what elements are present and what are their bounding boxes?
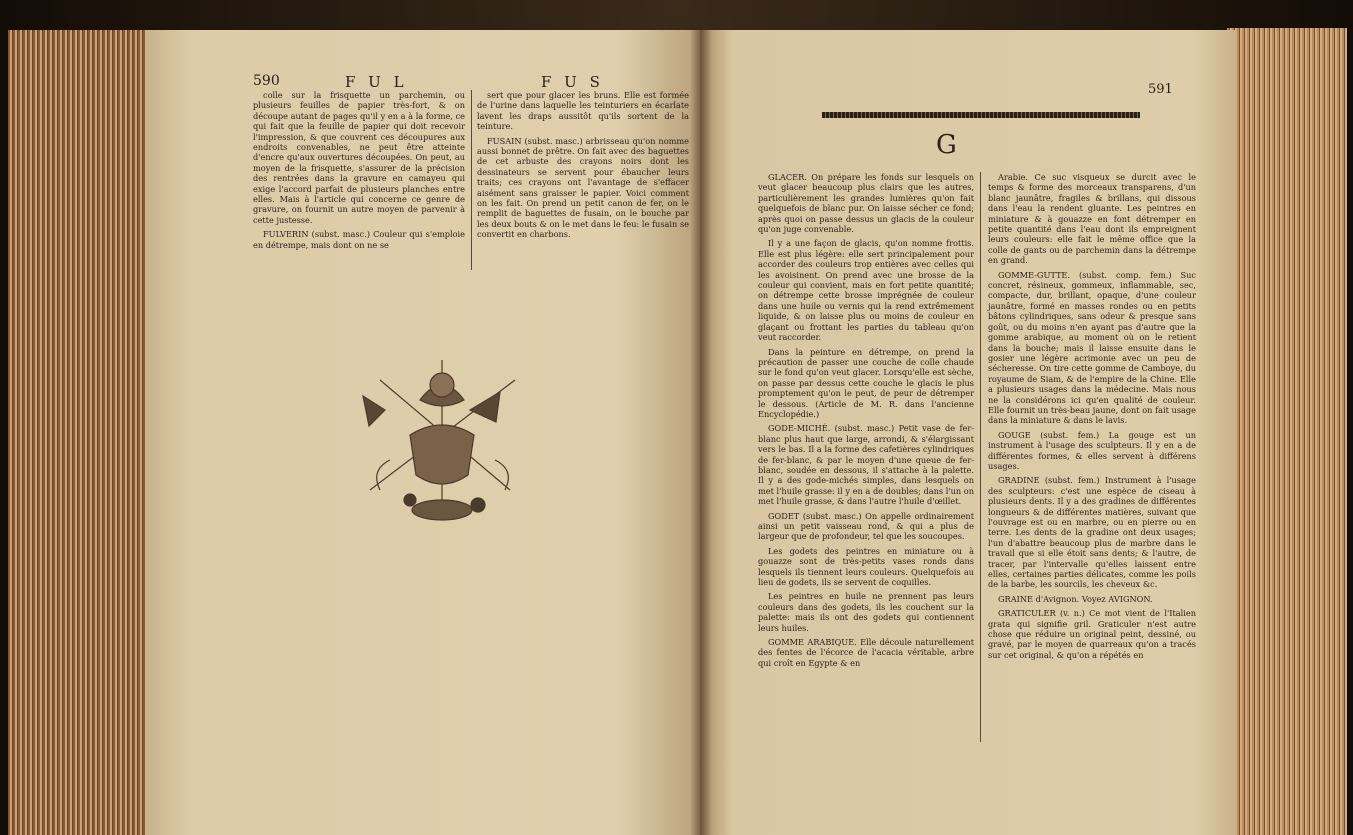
paragraph: GLACER. On prépare les fonds sur lesquels on veut glacer beaucoup plus clairs que les autres, particulièrement les grandes lumières qu'on fait quelquefois de blanc pur. On laisse sécher ce fond; après quoi on passe dessus un glacis de la couleur qu'on juge convenable.: [758, 172, 974, 235]
book-gutter: [690, 30, 712, 835]
paragraph: Arabie. Ce suc visqueux se durcit avec le temps & forme des morceaux transparens, d'un blanc jaunâtre, fragiles & brillans, qui dissous dans l'eau la rendent gluante. Les peintres en miniature & à gouazze en font détremper en petite quantité dans l'eau dont ils empreignent leurs couleurs: elle fait le même office que la colle de gants ou de parchemin dans la détrempe en grand.: [988, 172, 1196, 266]
right-page: [700, 30, 1235, 835]
page-number: 591: [1148, 82, 1173, 97]
page-edges-left: [8, 30, 158, 835]
paragraph: colle sur la frisquette un parchemin, ou plusieurs feuilles de papier très-fort, & on découpe autant de pages qu'il y en a à la forme, ce qui fait que la feuille de papier qui doit recevoir l'impression, & que couvrent ces découpures aux endroits convenables, ne peut être atteinte d'encre qu'aux ouvertures découpées. On peut, au moyen de la frisquette, s'assurer de la précision des rentrées dans la gravure en camayeu qui exige l'accord parfait de plusieurs planches entre elles. Mais à l'article qui concerne ce genre de gravure, on fournit un autre moyen de parvenir à cette justesse.: [253, 90, 465, 225]
trophy-of-arms-vignette: [350, 340, 535, 530]
page-edges-right: [1227, 28, 1347, 835]
left-page: [145, 30, 700, 835]
running-head-right: F U S: [541, 73, 604, 91]
left-column-2: [477, 90, 689, 244]
paragraph: Les peintres en huile ne prennent pas leurs couleurs dans des godets, ils les couchent sur la palette: mais ils ont des godets qui contiennent leurs huiles.: [758, 591, 974, 633]
paragraph: GRAINE d'Avignon. Voyez AVIGNON.: [998, 593, 1153, 604]
paragraph: GOMME ARABIQUE. Elle découle naturellement des fentes de l'écorce de l'acacia véritable, arbre qui croît en Egypte & en: [758, 637, 974, 668]
paragraph: Les godets des peintres en miniature ou à gouazze sont de très-petits vases ronds dans lesquels ils tiennent leurs couleurs. Quelquefois au lieu de godets, ils se servent de coquilles.: [758, 545, 974, 588]
paragraph: GOUGE (subst. fem.) La gouge est un instrument à l'usage des sculpteurs. Il y en a de différentes formes, & elles servent à différens usages.: [988, 429, 1196, 471]
decorative-band: [822, 112, 1140, 118]
paragraph: GODE-MICHÉ. (subst. masc.) Petit vase de fer-blanc plus haut que large, arrondi, & s'élargissant vers le bas. Il a la forme des cafetières cylindriques de fer-blanc, & par le moyen d'une queue de fer-blanc, soudée en dessous, il s'attache à la palette. Il y a des gode-michés simples, dans lesquels on met l'huile grasse: il y en a de doubles; dans l'un on met l'huile grasse, & dans l'autre l'huile d'œillet.: [758, 423, 974, 507]
right-column-1: [758, 172, 974, 672]
right-column-2: [988, 172, 1196, 664]
section-letter: G: [936, 130, 957, 160]
column-divider: [471, 90, 472, 270]
column-divider: [980, 172, 981, 742]
paragraph: FULVERIN (subst. masc.) Couleur qui s'emploie en détrempe, mais dont on ne se: [253, 229, 465, 250]
paragraph: sert que pour glacer les bruns. Elle est formée de l'urine dans laquelle les teinturiers en écarlate lavent les draps aussitôt qu'ils sortent de la teinture.: [477, 90, 689, 132]
page-number: 590: [253, 73, 280, 89]
paragraph: GOMME-GUTTE. (subst. comp. fem.) Suc concret, résineux, gommeux, inflammable, sec, compacte, dur, brillant, opaque, d'une couleur jaunâtre, formé en masses rondes ou en petits bâtons cylindriques, sans odeur & presque sans goût, ou du moins n'en ayant pas d'autre que la gomme arabique, au moment où on le retient dans la bouche; mais il laisse ensuite dans le gosier une légère acrimonie avec un peu de sécheresse. On tire cette gomme de Camboye, du royaume de Siam, & de l'empire de la Chine. Elle a plusieurs usages dans la médecine. Mais nous ne la considérons ici qu'en qualité de couleur. Elle fournit un très-beau jaune, dont on fait usage dans la miniature & dans le lavis.: [988, 269, 1196, 426]
paragraph: FUSAIN (subst. masc.) arbrisseau qu'on nomme aussi bonnet de prêtre. On fait avec des baguettes de cet arbuste des crayons noirs dont les dessinateurs se servent pour ébaucher leurs traits; ces crayons ont l'avantage de s'effacer aisément sans graisser le papier. Voici comment on les fait. On prend un petit canon de fer, on le remplit de baguettes de fusain, on le bouche par les deux bouts & on le met dans le feu: le fusain se convertit en charbons.: [477, 135, 689, 240]
paragraph: GODET (subst. masc.) On appelle ordinairement ainsi un petit vaisseau rond, & qui a plus de largeur que de profondeur, tel que les soucoupes.: [758, 510, 974, 542]
paragraph: Dans la peinture en détrempe, on prend la précaution de passer une couche de colle chaude sur le fond qu'on veut glacer. Lorsqu'elle est sèche, on passe par dessus cette couche le glacis le plus promptement qu'on le peut, de peur de détremper le dessous. (Article de M. R. dans l'ancienne Encyclopédie.): [758, 346, 974, 419]
running-head-left: F U L: [345, 73, 408, 91]
paragraph: Il y a une façon de glacis, qu'on nomme frottis. Elle est plus légère: elle sert principalement pour accorder des couleurs trop entières avec celles qui les avoisinent. On prend avec une brosse de la couleur qui convient, mais en fort petite quantité; on détrempe cette brosse imprégnée de couleur dans une huile ou vernis qui la rend extrêmement liquide, & on laisse plus ou moins de couleur en glaçant ou frottant les parties du tableau qu'on veut raccorder.: [758, 238, 974, 343]
paragraph: GRATICULER (v. n.) Ce mot vient de l'Italien gratа qui signifie gril. Graticuler n'est autre chose que réduire un original peint, dessiné, ou gravé, par le moyen de quarreaux qu'on a tracés sur cet original, & qu'on a répétés en: [988, 608, 1196, 660]
paragraph: GRADINE (subst. fem.) Instrument à l'usage des sculpteurs: c'est une espèce de ciseau à plusieurs dents. Il y a des gradines de différentes longueurs & de différentes matières, suivant que l'ouvrage est ou en marbre, ou en pierre ou en terre. Les dents de la gradine ont deux usages; l'un d'abattre beaucoup plus de marbre dans le travail que si elle étoit sans dents; & l'autre, de tracer, par l'intervalle qu'elles laissent entre elles, certaines parties délicates, comme les poils de la barbe, les sourcils, les cheveux &c.: [988, 475, 1196, 590]
left-column-1: [253, 90, 465, 254]
